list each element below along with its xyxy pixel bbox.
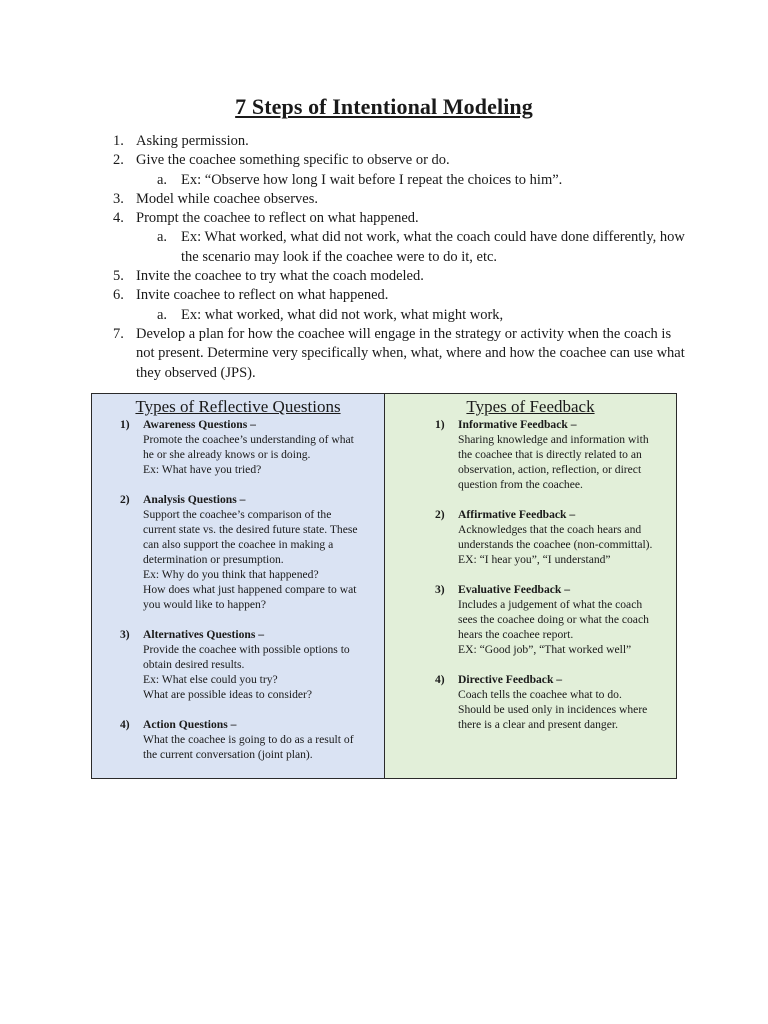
list-item bbox=[113, 151, 693, 170]
item-number: 1) bbox=[120, 418, 130, 431]
subitem-text: Ex: what worked, what did not work, what might work, bbox=[181, 306, 504, 323]
item-title: Evaluative Feedback – bbox=[458, 583, 571, 596]
item-line: the current conversation (joint plan). bbox=[143, 748, 313, 761]
subitem-letter: a. bbox=[157, 229, 168, 246]
item-line: Ex: What have you tried? bbox=[143, 463, 262, 476]
item-line: EX: “Good job”, “That worked well” bbox=[458, 643, 632, 656]
step-number: 5. bbox=[113, 268, 124, 285]
step-number: 4. bbox=[113, 210, 124, 227]
item-number: 2) bbox=[435, 508, 445, 521]
step-number: 3. bbox=[113, 190, 124, 207]
item-title: Action Questions – bbox=[143, 718, 237, 731]
list-item bbox=[120, 492, 378, 612]
item-number: 3) bbox=[435, 583, 445, 596]
list-item bbox=[435, 507, 670, 567]
item-line: obtain desired results. bbox=[143, 658, 245, 671]
list-item bbox=[113, 132, 693, 151]
page-title: 7 Steps of Intentional Modeling bbox=[235, 94, 533, 119]
item-line: Ex: What else could you try? bbox=[143, 673, 278, 686]
item-line: How does what just happened compare to wat bbox=[143, 583, 357, 596]
step-number: 2. bbox=[113, 152, 124, 169]
list-item bbox=[435, 672, 670, 732]
item-number: 4) bbox=[435, 673, 445, 686]
step-number: 1. bbox=[113, 133, 124, 149]
item-line: current state vs. the desired future state. These bbox=[143, 523, 358, 536]
step-text: Invite coachee to reflect on what happened. bbox=[136, 287, 389, 304]
item-line: determination or presumption. bbox=[143, 553, 284, 566]
item-line: Coach tells the coachee what to do. bbox=[458, 688, 622, 701]
item-line: sees the coachee doing or what the coach bbox=[458, 613, 649, 626]
item-line: hears the coachee report. bbox=[458, 628, 574, 641]
item-line: understands the coachee (non-committal). bbox=[458, 538, 653, 551]
item-line: can also support the coachee in making a bbox=[143, 538, 334, 551]
list-item bbox=[435, 582, 670, 657]
steps-list bbox=[113, 132, 693, 383]
column-heading: Types of Feedback bbox=[466, 397, 595, 416]
feedback-items bbox=[435, 417, 670, 747]
item-title: Affirmative Feedback – bbox=[458, 508, 576, 521]
item-line: Provide the coachee with possible options to bbox=[143, 643, 350, 656]
list-item bbox=[113, 325, 693, 383]
comparison-table bbox=[91, 393, 677, 779]
list-item bbox=[435, 417, 670, 492]
column-heading: Types of Reflective Questions bbox=[135, 397, 341, 416]
step-text: Model while coachee observes. bbox=[136, 190, 318, 207]
item-line: Ex: Why do you think that happened? bbox=[143, 568, 319, 581]
item-line: Acknowledges that the coach hears and bbox=[458, 523, 642, 536]
item-line: Sharing knowledge and information with bbox=[458, 433, 649, 446]
list-item bbox=[113, 267, 693, 286]
item-title: Alternatives Questions – bbox=[143, 628, 265, 641]
item-title: Analysis Questions – bbox=[143, 493, 246, 506]
item-number: 4) bbox=[120, 718, 130, 731]
item-line: you would like to happen? bbox=[143, 598, 266, 611]
item-title: Awareness Questions – bbox=[143, 418, 256, 431]
item-line: question from the coachee. bbox=[458, 478, 583, 491]
item-line: Includes a judgement of what the coach bbox=[458, 598, 643, 611]
step-text: Prompt the coachee to reflect on what happened. bbox=[136, 210, 419, 227]
item-line: What the coachee is going to do as a result of bbox=[143, 733, 354, 746]
item-number: 1) bbox=[435, 418, 445, 431]
item-line: there is a clear and present danger. bbox=[458, 718, 618, 731]
list-item bbox=[120, 627, 378, 702]
list-subitem bbox=[157, 171, 693, 190]
subitem-letter: a. bbox=[157, 171, 168, 188]
reflective-items bbox=[120, 417, 378, 777]
step-number: 7. bbox=[113, 325, 124, 342]
item-line: he or she already knows or is doing. bbox=[143, 448, 311, 461]
item-title: Directive Feedback – bbox=[458, 673, 563, 686]
item-line: Promote the coachee’s understanding of what bbox=[143, 433, 354, 446]
list-item bbox=[113, 209, 693, 228]
item-title: Informative Feedback – bbox=[458, 418, 577, 431]
step-text: Asking permission. bbox=[136, 133, 249, 149]
step-number: 6. bbox=[113, 287, 124, 304]
item-line: observation, action, reflection, or direct bbox=[458, 463, 642, 476]
item-number: 3) bbox=[120, 628, 130, 641]
step-text: Give the coachee something specific to observe or do. bbox=[136, 152, 450, 169]
step-text: Develop a plan for how the coachee will engage in the strategy or activity when the coach is not present. Determine very specifically when, what, where and how the coachee can use what they observed (JPS). bbox=[136, 325, 685, 381]
subitem-letter: a. bbox=[157, 306, 168, 323]
list-item bbox=[120, 417, 378, 477]
feedback-column bbox=[385, 394, 676, 778]
item-line: Should be used only in incidences where bbox=[458, 703, 648, 716]
item-line: What are possible ideas to consider? bbox=[143, 688, 313, 701]
subitem-text: Ex: What worked, what did not work, what the coach could have done differently, how the scenario may look if the coachee were to do it, etc. bbox=[181, 229, 685, 265]
list-item bbox=[120, 717, 378, 762]
item-line: EX: “I hear you”, “I understand” bbox=[458, 553, 611, 566]
list-item bbox=[113, 286, 693, 305]
list-subitem bbox=[157, 306, 693, 325]
list-item bbox=[113, 190, 693, 209]
reflective-questions-column bbox=[92, 394, 385, 778]
subitem-text: Ex: “Observe how long I wait before I repeat the choices to him”. bbox=[181, 171, 563, 188]
step-text: Invite the coachee to try what the coach modeled. bbox=[136, 268, 424, 285]
list-subitem bbox=[157, 228, 693, 267]
item-number: 2) bbox=[120, 493, 130, 506]
item-line: the coachee that is directly related to an bbox=[458, 448, 642, 461]
item-line: Support the coachee’s comparison of the bbox=[143, 508, 332, 521]
